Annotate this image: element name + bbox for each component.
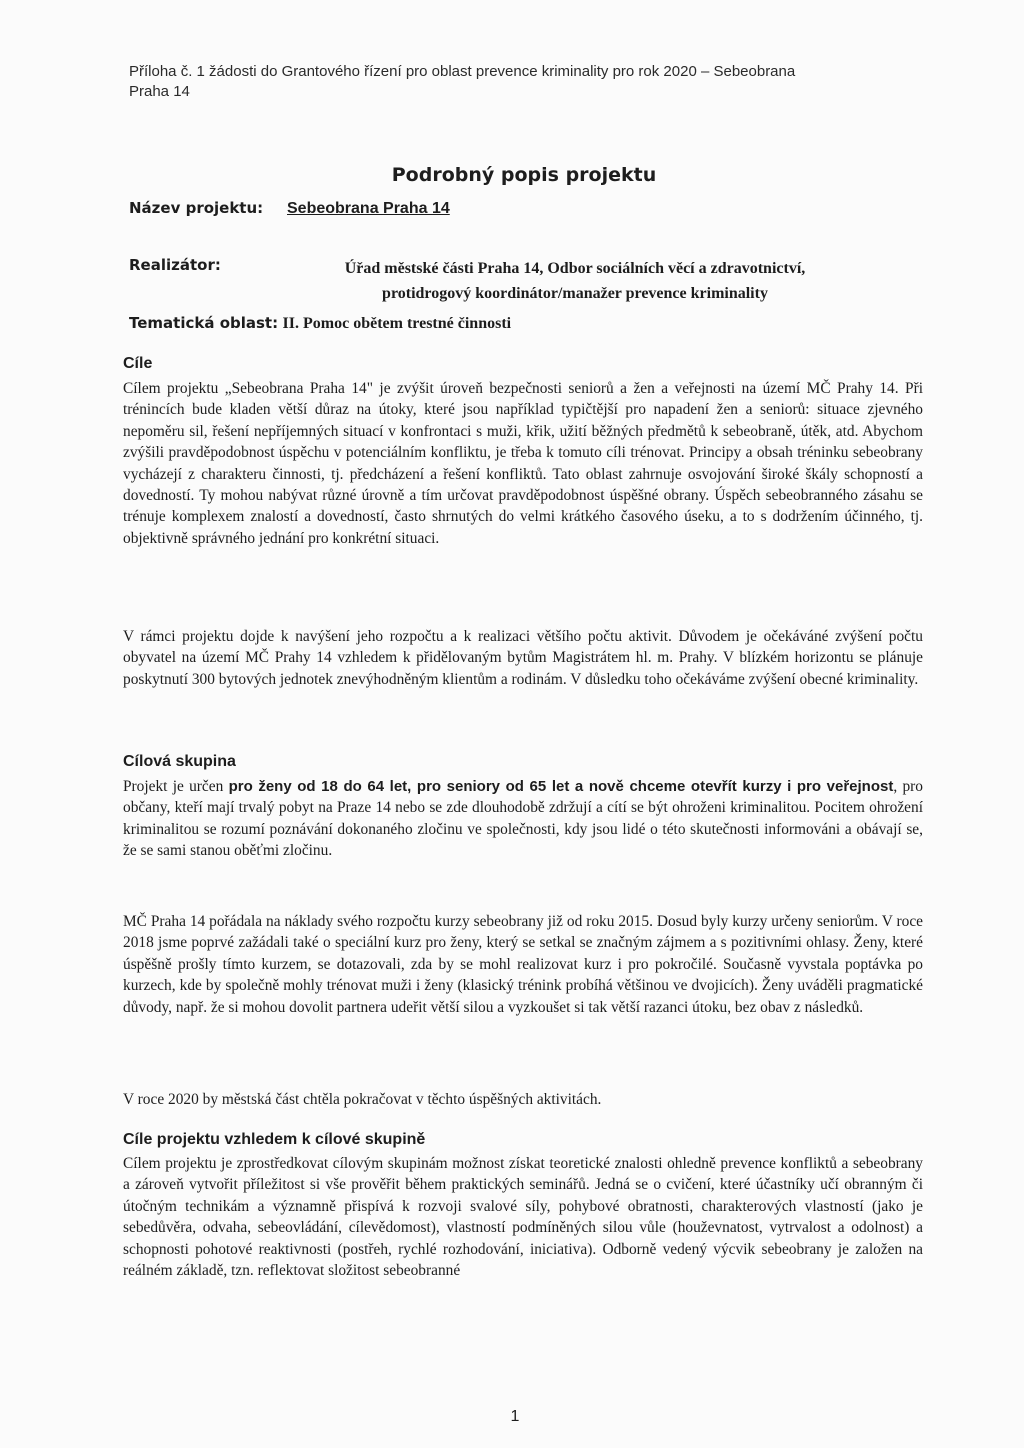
target-group-paragraph-1 xyxy=(123,776,923,862)
attachment-header xyxy=(129,62,929,102)
header-line-2: Praha 14 xyxy=(129,83,190,100)
project-name-label-text: Název projektu: xyxy=(129,199,264,217)
realizer-label-text: Realizátor: xyxy=(129,256,221,274)
target-p1-start: Projekt je určen xyxy=(123,778,229,795)
page-number: 1 xyxy=(510,1408,520,1425)
goals-paragraph-2: V rámci projektu dojde k navýšení jeho rozpočtu a k realizaci většího počtu aktivit. Důvodem je očekáváné zvýšení počtu obyvatel na území MČ Prahy 14 vzhledem k přidělovaným bytům Magistrátem hl. m. Prahy. V blízkém horizontu se plánuje poskytnutí 300 bytových jednotek znevýhodněným klientům a rodinám. V důsledku toho očekáváme zvýšení obecné kriminality. xyxy=(123,628,923,688)
goals-heading: Cíle xyxy=(123,355,153,372)
theme-label: Tematická oblast: xyxy=(129,314,279,332)
realizer-line-1: Úřad městské části Praha 14, Odbor sociálních věcí a zdravotnictví, xyxy=(344,260,806,277)
goals-target-heading: Cíle projektu vzhledem k cílové skupině xyxy=(123,1131,426,1148)
theme-value: II. Pomoc obětem trestné činnosti xyxy=(282,315,512,332)
realizer-line-2: protidrogový koordinátor/manažer prevence kriminality xyxy=(382,285,768,302)
realizer-label xyxy=(129,256,221,275)
document-title: Podrobný popis projektu xyxy=(391,164,657,186)
target-group-heading: Cílová skupina xyxy=(123,753,236,770)
realizer-value xyxy=(270,256,880,306)
header-line-1: Příloha č. 1 žádosti do Grantového řízení pro oblast prevence kriminality pro rok 2020 – Sebeobrana xyxy=(129,63,796,80)
project-name-value: Sebeobrana Praha 14 xyxy=(287,200,450,217)
project-name-label xyxy=(129,199,263,218)
target-group-paragraph-2: MČ Praha 14 pořádala na náklady svého rozpočtu kurzy sebeobrany již od roku 2015. Dosud byly kurzy určeny seniorům. V roce 2018 jsme poprvé zažádali také o speciální kurz pro ženy, který se setkal se značným zájmem a s pozitivními ohlasy. Ženy, které úspěšně prošly tímto kurzem, se dotazovali, zda by se mohl realizovat kurz i pro pokročilé. Současně vyvstala poptávka po kurzech, kde by společně mohly trénovat muži i ženy (klasický trénink probíhá většinou ve dvojicích). Ženy uváděli pragmatické důvody, např. že si mohou dovolit partnera udeřit větší silou a vyzkoušet si tak větší razanci útoku, bez obav z následků. xyxy=(123,913,923,1016)
goals-paragraph-1: Cílem projektu „Sebeobrana Praha 14" je zvýšit úroveň bezpečnosti seniorů a žen a veřejnosti na území MČ Prahy 14. Při trénincích bude kladen větší důraz na útoky, které jsou například typičtější pro napadení žen a seniorů: situace zjevného nepoměru sil, řešení nepříjemných situací v konfrontaci s muži, křik, užití běžných předmětů k sebeobraně, útěk, atd. Abychom zvýšili pravděpodobnost úspěchu v potenciálním konfliktu, je třeba k tomuto cíli trénovat. Principy a obsah tréninku sebeobrany vycházejí z charakteru činnosti, tj. předcházení a řešení konfliktů. Tato oblast zahrnuje osvojování široké škály schopností a dovedností. Ty mohou nabývat různé úrovně a tím určovat pravděpodobnost úspěšné obrany. Úspěch sebeobranného zásahu se trénuje komplexem znalostí a dovedností, často shrnutých do velmi krátkého časového úseku, a to s dodržením účinného, tj. objektivně správného jednání pro konkrétní situaci. xyxy=(123,380,923,547)
target-p1-end: , pro občany, kteří mají trvalý pobyt na Praze 14 nebo se zde dlouhodobě zdržují a cítí se být ohroženi kriminalitou. Pocitem ohrožení kriminalitou se rozumí poznávání dokonaného zločinu ve společnosti, kdy jsou lidé o této skutečnosti informováni a obávají se, že se sami stanou oběťmi zločinu. xyxy=(123,778,923,860)
target-group-paragraph-3: V roce 2020 by městská část chtěla pokračovat v těchto úspěšných aktivitách. xyxy=(123,1091,602,1108)
theme-row xyxy=(129,314,511,333)
target-p1-bold: pro ženy od 18 do 64 let, pro seniory od 65 let a nově chceme otevřít kurzy i pro veřejnost xyxy=(228,778,894,795)
goals-target-paragraph-1: Cílem projektu je zprostředkovat cílovým skupinám možnost získat teoretické znalosti ohledně prevence konfliktů a sebeobrany a zároveň vytvořit příležitost si vše prověřit během praktických seminářů. Jedná se o cvičení, které účastníky učí obranným či útočným technikám a významně přispívá k rozvoji svalové síly, pohybové obratnosti, charakterových vlastností (jako je sebedůvěra, odvaha, sebeovládání, cílevědomost), vlastností podmíněných silou vůle (houževnatost, vytrvalost a odolnost) a schopnosti pohotové reaktivnosti (postřeh, rychlé rozhodování, iniciativa). Odborně vedený výcvik sebeobrany je založen na reálném základě, tzn. reflektovat složitost sebeobranné xyxy=(123,1155,923,1280)
